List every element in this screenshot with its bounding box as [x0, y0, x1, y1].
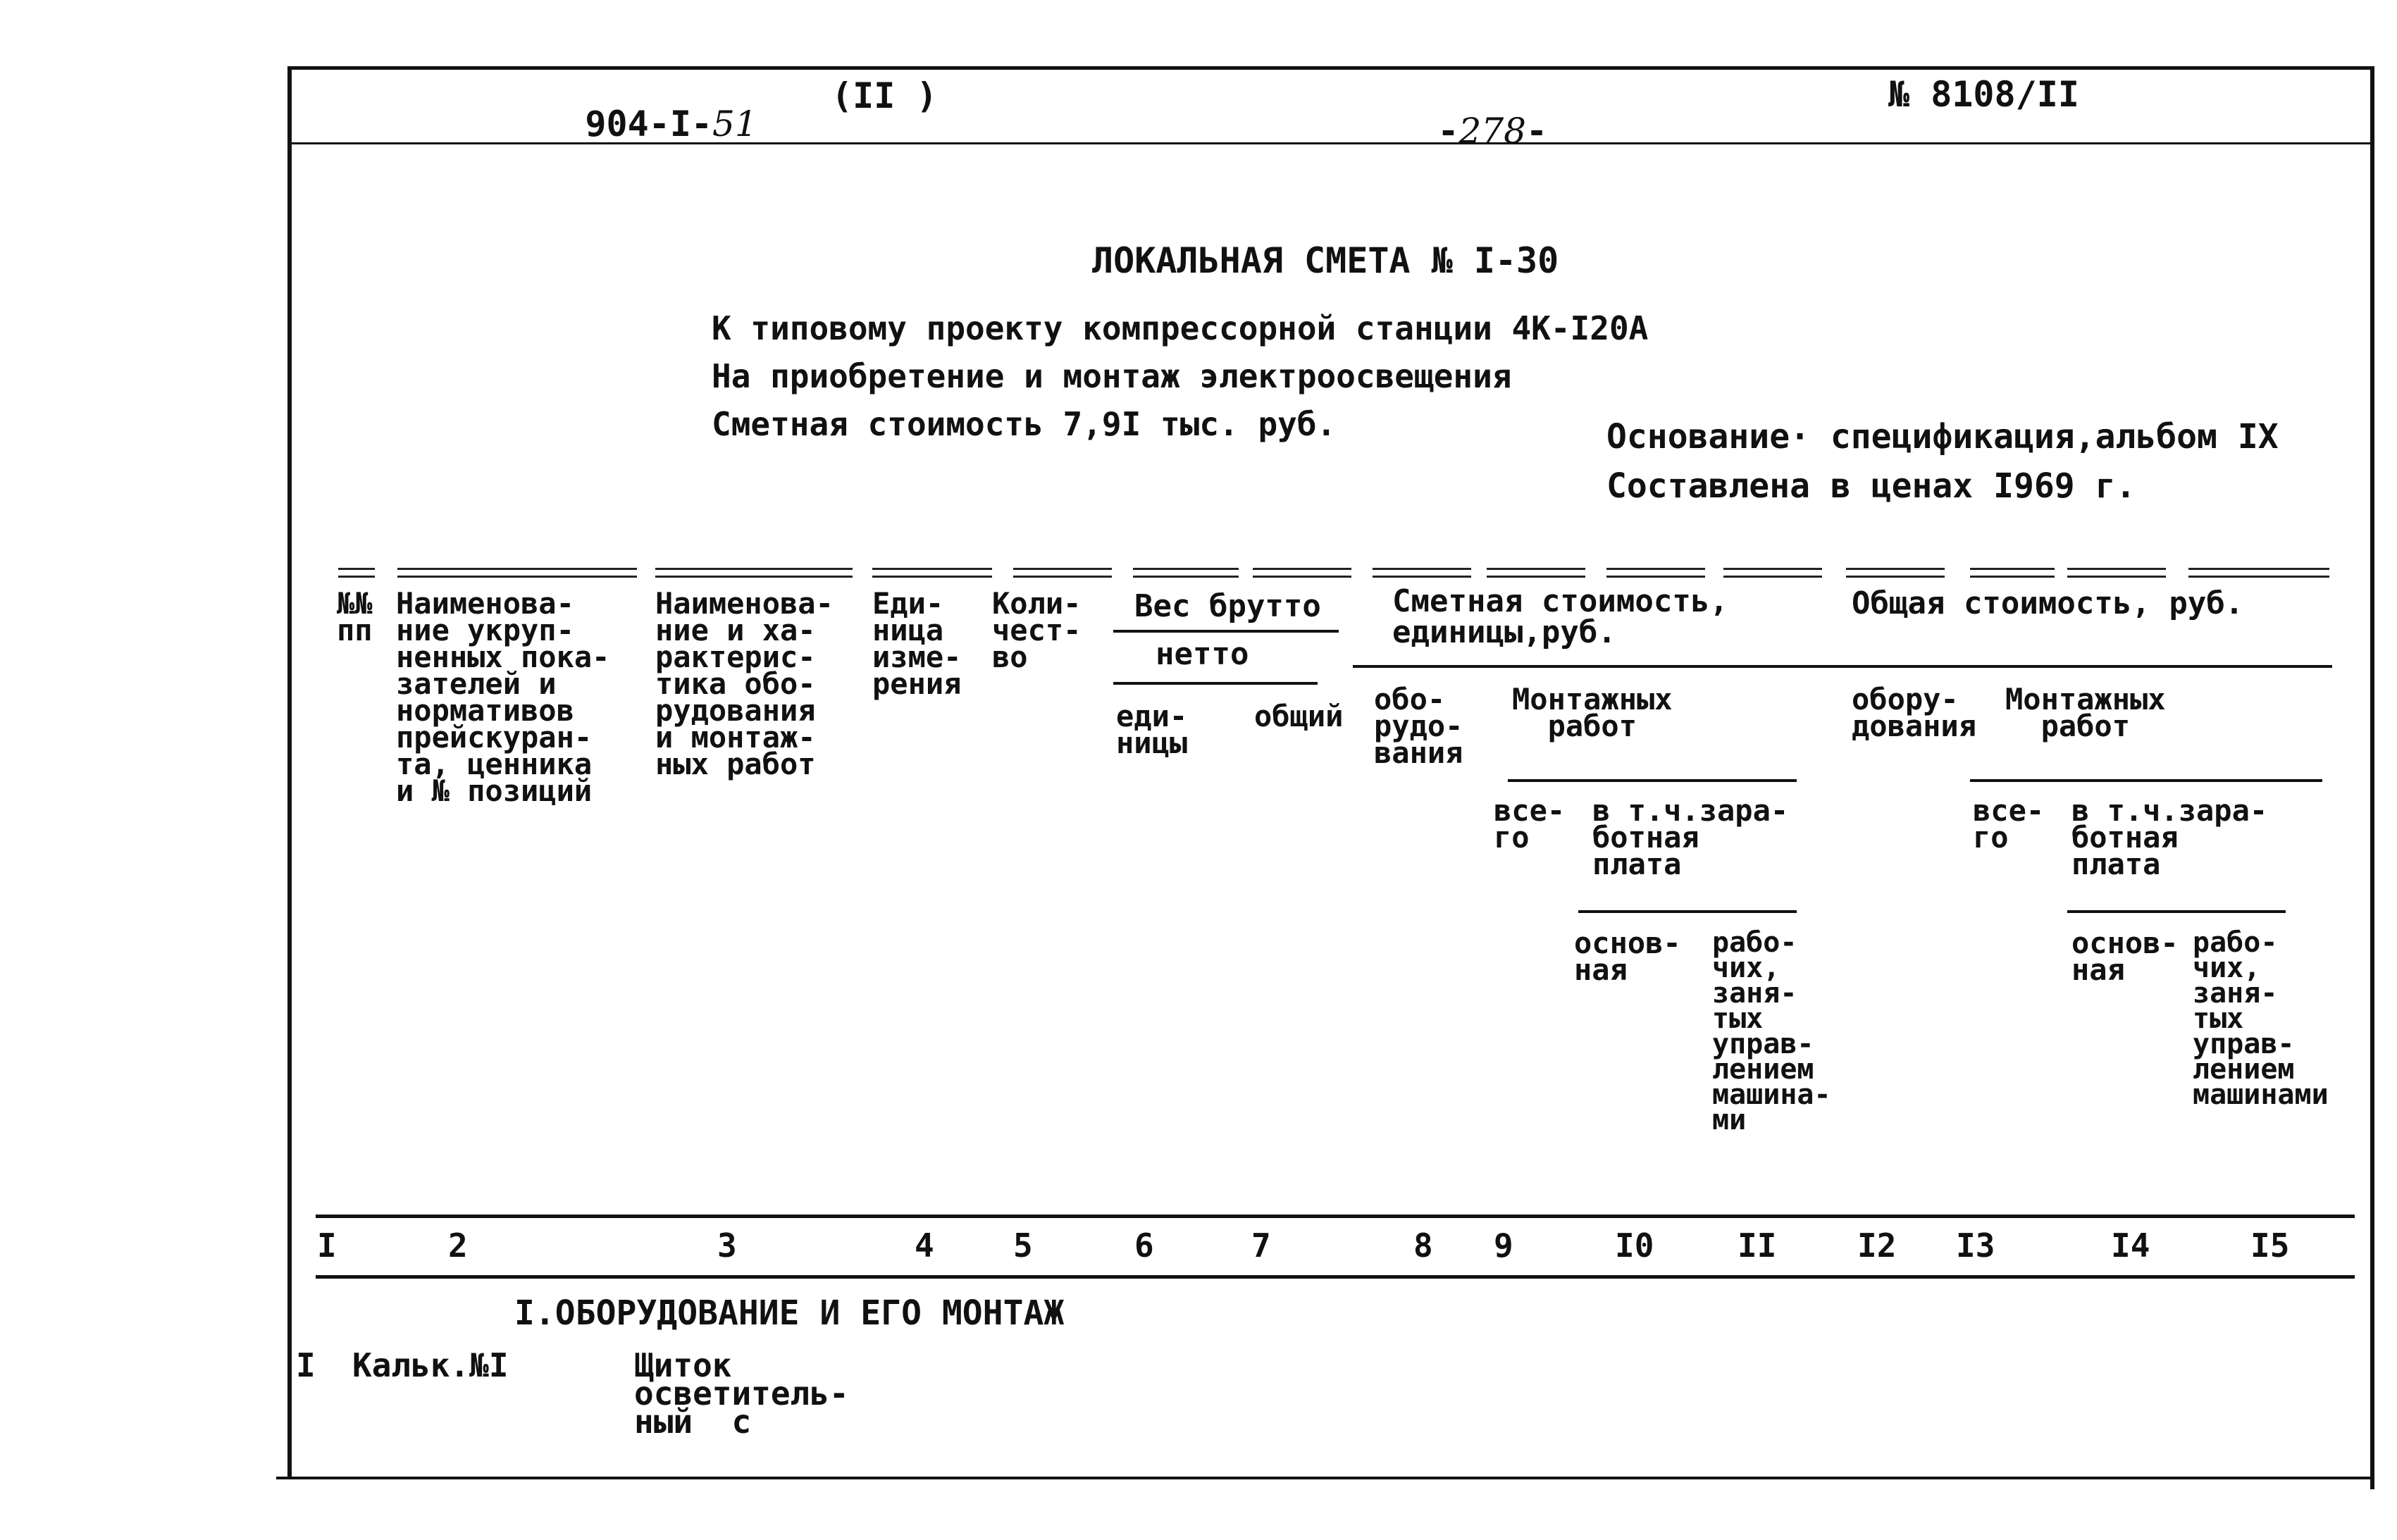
top-border: [289, 66, 2374, 70]
header-weight-unit: еди- ницы: [1116, 699, 1188, 760]
header-installation-2: Монтажных работ: [2005, 682, 2166, 743]
weight-rule-2: [1113, 682, 1318, 685]
weight-rule-1: [1113, 630, 1339, 633]
col-number-2: 2: [448, 1227, 468, 1265]
bottom-border: [276, 1477, 2373, 1479]
col-number-6: 6: [1134, 1227, 1154, 1265]
basis-line-2: Составлена в ценах I969 г.: [1606, 466, 2136, 506]
page-number: -278-: [1437, 111, 1548, 151]
header-equipment: обо- рудо- вания: [1374, 682, 1463, 770]
left-border: [287, 66, 292, 1478]
estimated-cost-rule: [1353, 665, 2332, 668]
col-number-14: I4: [2111, 1227, 2150, 1265]
header-basic-wages-2: основ- ная: [2071, 926, 2179, 987]
col-number-15: I5: [2250, 1227, 2290, 1265]
column-numbers-top-rule: [316, 1215, 2355, 1218]
installation-2-rule: [1970, 779, 2322, 782]
header-basic-wages: основ- ная: [1574, 926, 1681, 987]
header-installation-total: все- го: [1494, 793, 1566, 855]
col-number-5: 5: [1013, 1227, 1033, 1265]
header-col-reference: Наименова- ние укруп- ненных пока- зателей и нормативов прейскуран- та, ценника и № позиций: [396, 586, 610, 808]
col-number-4: 4: [915, 1227, 934, 1265]
page-number-handwritten: 278: [1458, 111, 1526, 151]
header-estimated-cost: Сметная стоимость, единицы,руб.: [1392, 583, 1728, 650]
wages-rule: [1578, 910, 1797, 913]
col-number-7: 7: [1251, 1227, 1271, 1265]
wages-2-rule: [2067, 910, 2286, 913]
header-installation: Монтажных работ: [1512, 682, 1673, 743]
header-col-unit: Еди- ница изме- рения: [872, 586, 962, 701]
col-number-1: I: [317, 1227, 337, 1265]
header-incl-wages-2: в т.ч.зара- ботная плата: [2071, 793, 2268, 881]
right-border: [2370, 66, 2374, 1489]
basis-line-1: Основание· спецификация,альбом IX: [1606, 417, 2279, 457]
header-incl-wages: в т.ч.зара- ботная плата: [1592, 793, 1789, 881]
doc-code: [500, 82, 757, 166]
header-installation-total-2: все- го: [1973, 793, 2045, 855]
header-col-quantity: Коли- чест- во: [992, 586, 1082, 674]
header-machine-workers: рабо- чих, заня- тых управ- лением машина- ми: [1712, 926, 1831, 1136]
header-weight-total: общий: [1254, 699, 1344, 733]
archive-number: № 8108/II: [1888, 74, 2079, 115]
header-machine-workers-2: рабо- чих, заня- тых управ- лением машинами: [2193, 926, 2329, 1111]
row-reference: Кальк.№I: [352, 1346, 509, 1384]
header-weight-net: нетто: [1156, 636, 1249, 672]
header-weight-gross: Вес брутто: [1134, 588, 1321, 624]
header-col-number: №№ пп: [337, 586, 373, 647]
col-number-11: II: [1738, 1227, 1777, 1265]
installation-rule: [1508, 779, 1797, 782]
header-col-description: Наименова- ние и ха- рактерис- тика обо- рудования и монтаж- ных работ: [655, 586, 834, 781]
col-number-12: I2: [1857, 1227, 1897, 1265]
row-description: Щиток осветитель- ный с: [634, 1346, 849, 1441]
row-number: I: [296, 1346, 316, 1384]
col-number-13: I3: [1956, 1227, 1995, 1265]
part-number: (II ): [831, 75, 938, 116]
col-number-9: 9: [1494, 1227, 1513, 1265]
section-title: I.ОБОРУДОВАНИЕ И ЕГО МОНТАЖ: [514, 1293, 1065, 1333]
header-equipment-2: обору- дования: [1852, 682, 1977, 743]
subtitle-line-2: На приобретение и монтаж электроосвещения: [712, 357, 1512, 395]
column-numbers-bottom-rule: [316, 1275, 2355, 1279]
col-number-8: 8: [1413, 1227, 1433, 1265]
subtitle-line-3: Сметная стоимость 7,9I тыс. руб.: [712, 405, 1337, 443]
col-number-10: I0: [1615, 1227, 1654, 1265]
document-title: ЛОКАЛЬНАЯ СМЕТА № I-30: [1092, 240, 1559, 281]
subtitle-line-1: К типовому проекту компрессорной станции 4К-I20А: [712, 309, 1649, 347]
header-total-cost: Общая стоимость, руб.: [1852, 585, 2244, 621]
doc-code-handwritten: 51: [712, 104, 757, 144]
doc-code-typed: 904-I-: [585, 104, 713, 144]
col-number-3: 3: [717, 1227, 737, 1265]
